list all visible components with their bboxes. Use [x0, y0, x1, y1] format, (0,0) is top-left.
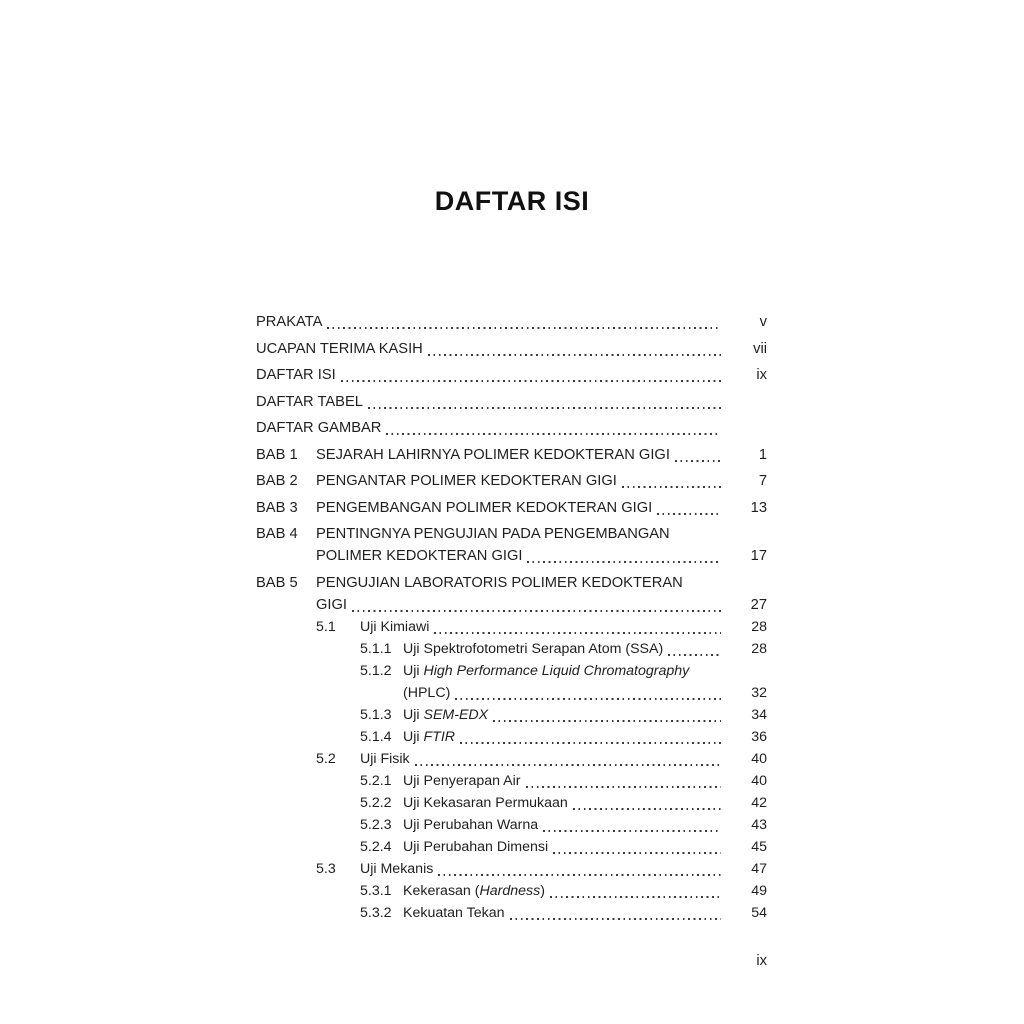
- toc-entry-number: 5.1.2: [360, 662, 392, 679]
- toc-entry-page: 28: [751, 640, 767, 657]
- toc-entry-row: [256, 616, 767, 638]
- toc-entry-row: [256, 523, 767, 545]
- dotted-leader: [694, 676, 721, 678]
- dotted-leader: [341, 380, 721, 382]
- dotted-leader: [688, 588, 721, 590]
- toc-entry-title: [316, 545, 522, 567]
- toc-title-segment: DAFTAR TABEL: [256, 393, 363, 410]
- toc-entry-number: 5.1: [316, 618, 336, 635]
- toc-entry-page: 1: [758, 446, 767, 463]
- dotted-leader: [622, 486, 721, 488]
- dotted-leader: [543, 830, 721, 832]
- toc-title-segment: Uji: [403, 662, 424, 679]
- toc-title-segment: Uji Perubahan Warna: [403, 816, 539, 833]
- toc-entry-row: [256, 594, 767, 616]
- toc-entry-row: [256, 748, 767, 770]
- toc-entry-number: BAB 5: [256, 574, 298, 591]
- toc-entry-page: 34: [751, 706, 767, 723]
- toc-entry-number: 5.2.1: [360, 772, 392, 789]
- toc-entry-page: 28: [751, 618, 767, 635]
- dotted-leader: [675, 460, 721, 462]
- toc-entry-page: 32: [751, 684, 767, 701]
- toc-entry-title: [403, 682, 450, 704]
- toc-entry-title: [256, 391, 363, 413]
- toc-entry-number: BAB 4: [256, 526, 298, 542]
- toc-entry-title: [316, 470, 617, 492]
- toc-entry-row: [256, 417, 767, 439]
- toc-entry-page: [721, 391, 767, 413]
- toc-entry-page: 40: [751, 772, 767, 789]
- toc-entry-title: [256, 417, 381, 439]
- toc-title-segment: Kekuatan Tekan: [403, 904, 505, 921]
- dotted-leader: [438, 874, 721, 876]
- toc-entry-row: [256, 311, 767, 333]
- toc-entry-row: [256, 858, 767, 880]
- toc-title-segment: GIGI: [316, 596, 348, 613]
- toc-entry-row: [256, 391, 767, 413]
- toc-title-segment: DAFTAR GAMBAR: [256, 420, 382, 436]
- toc-title-segment: UCAPAN TERIMA KASIH: [256, 340, 423, 357]
- dotted-leader: [327, 327, 721, 329]
- toc-entry-page: v: [759, 314, 767, 330]
- toc-entry-number: 5.3.1: [360, 882, 392, 899]
- toc-entry-row: [256, 470, 767, 492]
- toc-entry-row: [256, 726, 767, 748]
- toc-title-italic-segment: Hardness: [479, 882, 541, 899]
- toc-entry-row: [256, 638, 767, 660]
- dotted-leader: [526, 786, 721, 788]
- dotted-leader: [675, 539, 721, 541]
- toc-entry-page: [721, 572, 767, 594]
- dotted-leader: [553, 852, 721, 854]
- dotted-leader: [668, 654, 721, 656]
- toc-entry-page: 27: [750, 596, 767, 613]
- toc-entry-page: [721, 523, 767, 545]
- toc-title-italic-segment: FTIR: [423, 728, 456, 745]
- toc-entry-page: 36: [751, 728, 767, 745]
- toc-title-segment: PENTINGNYA PENGUJIAN PADA PENGEMBANGAN: [316, 526, 670, 542]
- toc-title-segment: POLIMER KEDOKTERAN GIGI: [316, 548, 523, 564]
- toc-entry-title: [316, 523, 670, 545]
- toc-entry-row: [256, 497, 767, 519]
- toc-entry-page: 13: [750, 499, 767, 516]
- toc-entry-title: [403, 726, 455, 748]
- toc-entry-title: [403, 638, 663, 660]
- toc-entry-page: 47: [751, 860, 767, 877]
- table-of-contents: [256, 311, 767, 924]
- toc-title-segment: SEJARAH LAHIRNYA POLIMER KEDOKTERAN GIGI: [316, 446, 670, 463]
- toc-entry-page: [721, 417, 767, 439]
- toc-entry-title: [316, 444, 670, 466]
- toc-entry-title: [256, 311, 322, 333]
- toc-entry-title: [360, 748, 410, 770]
- toc-entry-page: 43: [751, 816, 767, 833]
- dotted-leader: [657, 513, 721, 515]
- toc-entry-row: [256, 836, 767, 858]
- toc-title-italic-segment: SEM-EDX: [423, 706, 489, 723]
- toc-entry-page: 17: [750, 548, 767, 564]
- toc-entry-row: [256, 814, 767, 836]
- toc-entry-row: [256, 704, 767, 726]
- toc-entry-title: [403, 880, 545, 902]
- dotted-leader: [460, 742, 721, 744]
- toc-entry-title: [256, 364, 336, 386]
- toc-entry-number: 5.1.3: [360, 706, 392, 723]
- toc-entry-row: [256, 902, 767, 924]
- toc-entry-page: 7: [758, 473, 767, 489]
- dotted-leader: [573, 808, 721, 810]
- dotted-leader: [455, 698, 721, 700]
- toc-entry-title: [316, 497, 652, 519]
- toc-entry-title: [403, 836, 548, 858]
- dotted-leader: [527, 561, 721, 563]
- toc-entry-number: 5.2.2: [360, 794, 392, 811]
- toc-title-segment: ): [540, 882, 545, 899]
- toc-entry-page: vii: [753, 340, 767, 357]
- dotted-leader: [510, 918, 722, 920]
- toc-entry-number: 5.3.2: [360, 904, 392, 921]
- dotted-leader: [415, 764, 721, 766]
- dotted-leader: [550, 896, 721, 898]
- toc-entry-row: [256, 545, 767, 567]
- toc-entry-row: [256, 682, 767, 704]
- toc-title-segment: PENGEMBANGAN POLIMER KEDOKTERAN GIGI: [316, 499, 653, 516]
- toc-entry-title: [403, 902, 505, 924]
- toc-entry-number: 5.2: [316, 750, 336, 767]
- toc-entry-title: [360, 858, 433, 880]
- toc-entry-number: BAB 3: [256, 499, 298, 516]
- toc-entry-row: [256, 660, 767, 682]
- toc-title-segment: DAFTAR ISI: [256, 367, 336, 383]
- toc-entry-page: ix: [756, 367, 767, 383]
- footer-page-number: ix: [756, 953, 767, 969]
- toc-title-italic-segment: High Performance Liquid Chromatography: [423, 662, 690, 679]
- toc-entry-number: 5.3: [316, 860, 336, 877]
- dotted-leader: [352, 610, 721, 612]
- dotted-leader: [493, 720, 721, 722]
- toc-title-segment: (HPLC): [403, 684, 451, 701]
- dotted-leader: [368, 407, 721, 409]
- toc-title-segment: PENGANTAR POLIMER KEDOKTERAN GIGI: [316, 473, 617, 489]
- toc-entry-row: [256, 444, 767, 466]
- toc-title-segment: Uji Kekasaran Permukaan: [403, 794, 568, 811]
- toc-entry-row: [256, 880, 767, 902]
- toc-entry-row: [256, 364, 767, 386]
- toc-entry-page: [721, 660, 767, 682]
- toc-entry-page: 42: [751, 794, 767, 811]
- toc-entry-title: [316, 572, 683, 594]
- toc-title-segment: Uji Mekanis: [360, 860, 434, 877]
- toc-entry-title: [403, 792, 568, 814]
- toc-title-segment: Uji Kimiawi: [360, 618, 430, 635]
- toc-entry-number: 5.2.3: [360, 816, 392, 833]
- toc-entry-title: [256, 338, 423, 360]
- toc-entry-number: 5.2.4: [360, 838, 392, 855]
- page-title: DAFTAR ISI: [434, 186, 590, 216]
- toc-entry-title: [316, 594, 347, 616]
- toc-title-segment: Uji: [403, 728, 424, 745]
- dotted-leader: [434, 632, 721, 634]
- toc-entry-number: BAB 1: [256, 446, 298, 463]
- toc-entry-number: BAB 2: [256, 473, 298, 489]
- toc-title-segment: Uji Spektrofotometri Serapan Atom (SSA): [403, 640, 664, 657]
- toc-entry-number: 5.1.1: [360, 640, 392, 657]
- toc-entry-page: 40: [751, 750, 767, 767]
- toc-title-segment: PRAKATA: [256, 314, 323, 330]
- toc-title-segment: Uji Fisik: [360, 750, 410, 767]
- toc-entry-title: [403, 770, 521, 792]
- toc-entry-number: 5.1.4: [360, 728, 392, 745]
- toc-entry-row: [256, 338, 767, 360]
- toc-entry-row: [256, 792, 767, 814]
- dotted-leader: [428, 354, 721, 356]
- toc-entry-title: [360, 616, 429, 638]
- toc-title-segment: Kekerasan (: [403, 882, 480, 899]
- toc-title-segment: Uji: [403, 706, 424, 723]
- toc-entry-page: 49: [751, 882, 767, 899]
- toc-entry-title: [403, 704, 488, 726]
- toc-entry-page: 54: [751, 904, 767, 921]
- toc-title-segment: PENGUJIAN LABORATORIS POLIMER KEDOKTERAN: [316, 574, 683, 591]
- toc-entry-title: [403, 814, 538, 836]
- toc-entry-page: 45: [751, 838, 767, 855]
- toc-entry-row: [256, 770, 767, 792]
- toc-title-segment: Uji Penyerapan Air: [403, 772, 521, 789]
- toc-entry-row: [256, 572, 767, 594]
- dotted-leader: [386, 433, 721, 435]
- toc-entry-title: [403, 660, 689, 682]
- toc-title-segment: Uji Perubahan Dimensi: [403, 838, 549, 855]
